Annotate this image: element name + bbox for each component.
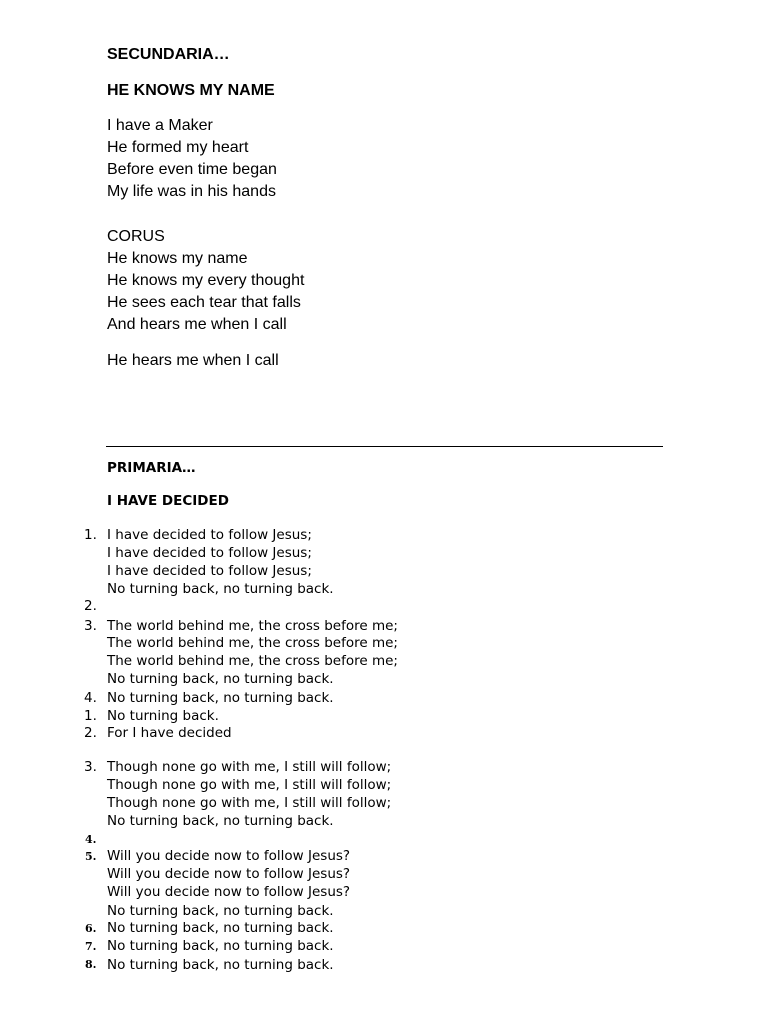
verse-line: My life was in his hands bbox=[107, 183, 276, 200]
list-number: 3. bbox=[84, 618, 97, 634]
lyric-line: Will you decide now to follow Jesus? bbox=[107, 848, 351, 864]
section-divider bbox=[106, 446, 663, 447]
lyric-line: Though none go with me, I still will follow; bbox=[107, 795, 392, 811]
lyric-line: No turning back, no turning back. bbox=[107, 920, 334, 936]
list-number: 4. bbox=[85, 833, 97, 846]
lyric-line: The world behind me, the cross before me; bbox=[107, 618, 398, 634]
chorus-block bbox=[107, 226, 304, 336]
lyric-line: Though none go with me, I still will follow; bbox=[107, 759, 392, 775]
secundaria-label: SECUNDARIA… bbox=[107, 46, 230, 63]
lyric-line: No turning back, no turning back. bbox=[107, 690, 334, 706]
lyric-line: I have decided to follow Jesus; bbox=[107, 563, 312, 579]
chorus-line: And hears me when I call bbox=[107, 316, 287, 333]
list-number: 2. bbox=[84, 725, 97, 741]
verse-line: He formed my heart bbox=[107, 139, 249, 156]
lyric-line: I have decided to follow Jesus; bbox=[107, 545, 312, 561]
chorus-line: He knows my name bbox=[107, 250, 248, 267]
lyric-line: The world behind me, the cross before me; bbox=[107, 635, 398, 651]
song-title-i-have-decided: I HAVE DECIDED bbox=[107, 493, 229, 509]
lyric-line: Will you decide now to follow Jesus? bbox=[107, 884, 351, 900]
chorus-line: He sees each tear that falls bbox=[107, 294, 301, 311]
lyric-line: I have decided to follow Jesus; bbox=[107, 527, 312, 543]
outro-line: He hears me when I call bbox=[107, 352, 279, 369]
list-number: 4. bbox=[84, 690, 97, 706]
list-number: 8. bbox=[85, 958, 97, 971]
lyric-line: No turning back, no turning back. bbox=[107, 581, 334, 597]
chorus-line: He knows my every thought bbox=[107, 272, 305, 289]
verse-line: Before even time began bbox=[107, 161, 277, 178]
verse-line: I have a Maker bbox=[107, 117, 213, 134]
lyric-line: No turning back, no turning back. bbox=[107, 957, 334, 973]
lyric-line: No turning back, no turning back. bbox=[107, 938, 334, 954]
list-number: 5. bbox=[85, 850, 97, 863]
song-title-he-knows-my-name: HE KNOWS MY NAME bbox=[107, 82, 275, 99]
lyric-line: The world behind me, the cross before me; bbox=[107, 653, 398, 669]
lyric-line: No turning back, no turning back. bbox=[107, 903, 334, 919]
list-number: 6. bbox=[85, 922, 97, 935]
primaria-label: PRIMARIA… bbox=[107, 460, 196, 476]
list-number: 3. bbox=[84, 759, 97, 775]
list-number: 2. bbox=[84, 598, 97, 614]
lyric-line: No turning back, no turning back. bbox=[107, 671, 334, 687]
verse-block bbox=[107, 115, 277, 203]
list-number: 1. bbox=[84, 527, 97, 543]
lyric-line: No turning back, no turning back. bbox=[107, 813, 334, 829]
lyric-line: Though none go with me, I still will follow; bbox=[107, 777, 392, 793]
list-number: 7. bbox=[85, 940, 97, 953]
lyric-line: For I have decided bbox=[107, 725, 232, 741]
chorus-label: CORUS bbox=[107, 228, 165, 245]
list-number: 1. bbox=[84, 708, 97, 724]
lyric-line: Will you decide now to follow Jesus? bbox=[107, 866, 351, 882]
lyric-line: No turning back. bbox=[107, 708, 219, 724]
